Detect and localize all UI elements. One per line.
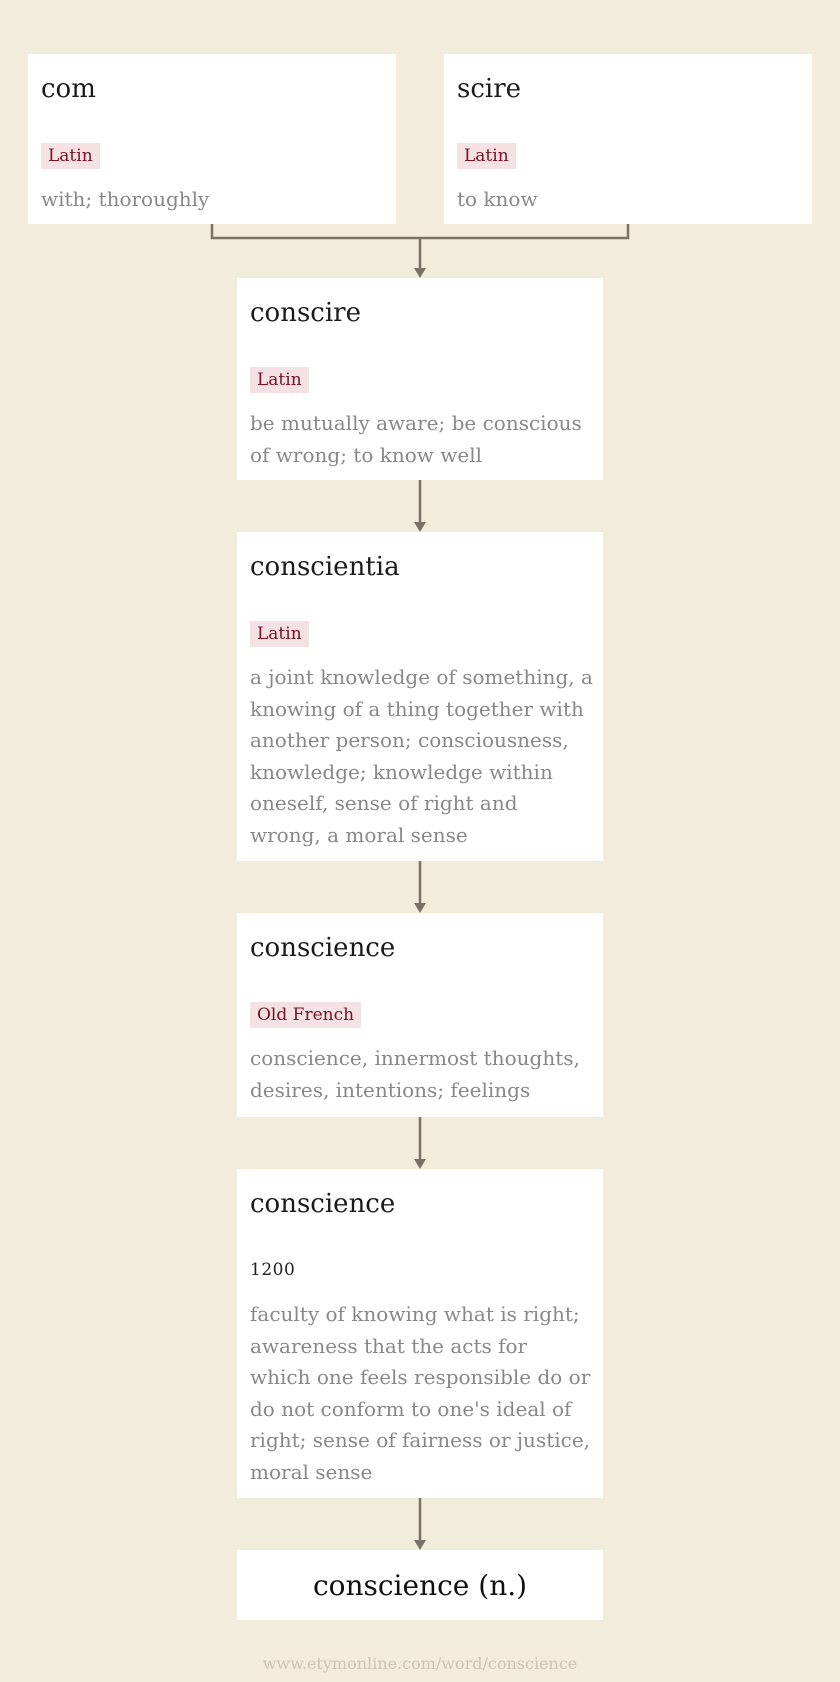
etymon-card-conscientia — [237, 532, 603, 861]
arrow-head-1 — [414, 268, 426, 278]
source-url: www.etymonline.com/word/conscience — [262, 1654, 578, 1673]
language-tag: Latin — [41, 143, 100, 169]
arrow-head-5 — [414, 1540, 426, 1550]
final-term-card — [237, 1550, 603, 1620]
arrow-head-2 — [414, 522, 426, 532]
etymon-word: com — [41, 74, 96, 104]
etymon-word: conscience — [250, 933, 396, 963]
etymon-card-com — [28, 54, 396, 224]
etymon-word: conscientia — [250, 552, 400, 582]
language-tag: Latin — [457, 143, 516, 169]
etymon-meaning: a joint knowledge of something, a knowing of a thing together with another person; consciousness, knowledge; knowledge within oneself, sense of right and wrong, a moral sense — [250, 665, 593, 847]
year-label: 1200 — [250, 1260, 296, 1280]
arrow-head-3 — [414, 903, 426, 913]
etymon-meaning: be mutually aware; be conscious of wrong; to know well — [250, 411, 582, 467]
language-tag: Latin — [250, 621, 309, 647]
root-merge-connector — [212, 224, 628, 238]
language-tag: Latin — [250, 367, 309, 393]
etymon-card-conscience-old-french — [237, 913, 603, 1117]
etymon-meaning: with; thoroughly — [41, 187, 210, 211]
etymon-meaning: conscience, innermost thoughts, desires, intentions; feelings — [250, 1046, 580, 1102]
final-term: conscience (n.) — [312, 1568, 528, 1602]
etymon-meaning: faculty of knowing what is right; awareness that the acts for which one feels responsible do or do not conform to one's ideal of right; sense of fairness or justice, moral sense — [250, 1302, 591, 1484]
etymon-word: conscience — [250, 1189, 396, 1219]
etymon-card-conscire — [237, 278, 603, 480]
etymon-card-scire — [444, 54, 812, 224]
etymon-word: conscire — [250, 298, 361, 328]
etymon-word: scire — [457, 74, 522, 104]
etymon-card-conscience-1200 — [237, 1169, 603, 1498]
arrow-head-4 — [414, 1159, 426, 1169]
etymon-meaning: to know — [457, 187, 538, 211]
language-tag: Old French — [250, 1002, 361, 1028]
